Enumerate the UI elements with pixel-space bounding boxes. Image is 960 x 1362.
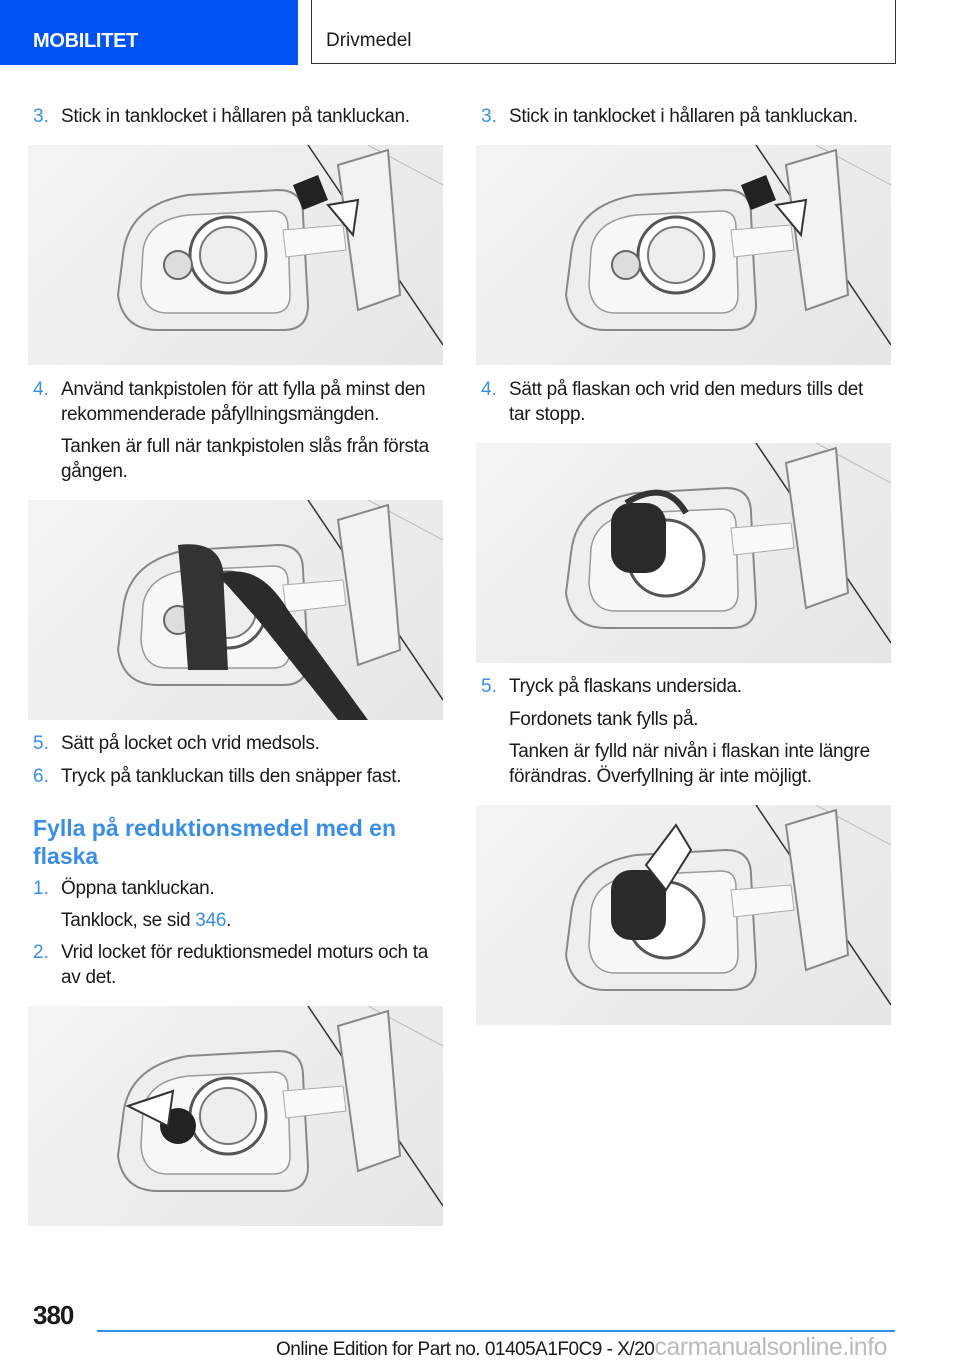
footer-edition — [276, 1333, 887, 1362]
step-note: förändras. Överfyllning är inte möjligt. — [509, 766, 812, 787]
fuel-flap-drawing — [476, 805, 891, 1025]
page-number: 380 — [33, 1300, 74, 1330]
step-text: Tryck på flaskans undersida. — [509, 676, 742, 697]
illustration-cap-holder — [28, 145, 443, 365]
step-text: Sätt på locket och vrid medsols. — [61, 733, 320, 754]
heading-line: Fylla på reduktionsmedel med en — [33, 815, 396, 841]
step-text: Sätt på flaskan och vrid den medurs tills det — [509, 379, 864, 400]
step-number: 3. — [481, 106, 497, 127]
step-text: rekommenderade påfyllningsmängden. — [61, 404, 380, 425]
illustration-remove-cap — [28, 1006, 443, 1226]
chapter-tab — [311, 0, 896, 64]
step-note: Tanken är fylld när nivån i flaskan inte längre — [509, 741, 870, 762]
step-number: 2. — [33, 942, 49, 963]
step-number: 4. — [481, 379, 497, 400]
step-text: Stick in tanklocket i hållaren på tankluckan. — [509, 106, 858, 127]
step-number: 4. — [33, 379, 49, 400]
step-text: av det. — [61, 967, 116, 988]
step-text: Vrid locket för reduktionsmedel moturs och ta — [61, 942, 429, 963]
step-text: Tryck på tankluckan tills den snäpper fast. — [61, 766, 402, 787]
step-note: Tanken är full när tankpistolen slås från första — [61, 436, 429, 457]
step-note — [61, 908, 231, 933]
fuel-flap-drawing — [476, 145, 891, 365]
chapter-title: Drivmedel — [326, 30, 412, 51]
heading-line: flaska — [33, 843, 99, 869]
step-text: Använd tankpistolen för att fylla på minst den — [61, 379, 426, 400]
fuel-flap-drawing — [28, 500, 443, 720]
footer-rule — [97, 1330, 895, 1332]
step-number: 5. — [481, 676, 497, 697]
note-suffix: . — [226, 910, 232, 931]
step-number: 5. — [33, 733, 49, 754]
illustration-press-bottle — [476, 805, 891, 1025]
fuel-flap-drawing — [28, 145, 443, 365]
step-note: gången. — [61, 461, 128, 482]
edition-text: Online Edition for Part no. 01405A1F0C9 - X/20 — [276, 1339, 655, 1360]
fuel-flap-drawing — [28, 1006, 443, 1226]
page-link[interactable]: 346 — [195, 910, 227, 931]
fuel-flap-drawing — [476, 443, 891, 663]
section-title: MOBILITET — [33, 30, 139, 52]
step-number: 1. — [33, 878, 49, 899]
step-number: 3. — [33, 106, 49, 127]
section-heading — [33, 814, 396, 870]
step-text: tar stopp. — [509, 404, 586, 425]
note-prefix: Tanklock, se sid — [61, 910, 196, 931]
step-text: Öppna tankluckan. — [61, 878, 215, 899]
step-number: 6. — [33, 766, 49, 787]
illustration-cap-holder — [476, 145, 891, 365]
step-note: Fordonets tank fylls på. — [509, 709, 699, 730]
section-tab — [0, 0, 298, 65]
step-text: Stick in tanklocket i hållaren på tankluckan. — [61, 106, 410, 127]
illustration-rotate-bottle — [476, 443, 891, 663]
watermark: carmanualsonline.info — [654, 1333, 888, 1361]
illustration-fuel-nozzle — [28, 500, 443, 720]
